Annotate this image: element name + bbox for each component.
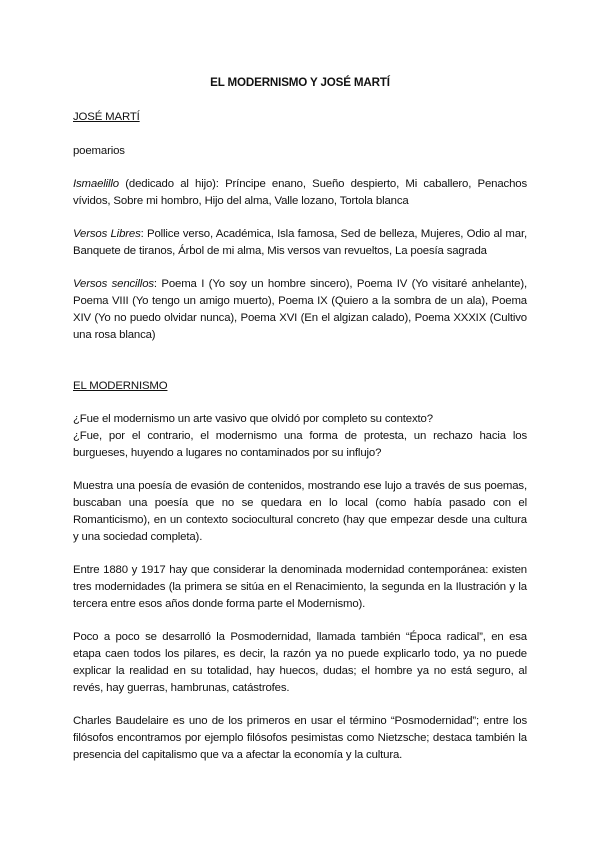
paragraph-baudelaire: Charles Baudelaire es uno de los primeros en usar el término “Posmodernidad”; entre los filósofos encontramos por ejemplo filósofos pesimistas como Nietzsche; destaca también la presencia del capitalismo que va a afectar la economía y la cultura. xyxy=(73,715,527,761)
ismaelillo-title: Ismaelillo xyxy=(73,178,119,190)
paragraph-versos-sencillos xyxy=(73,276,527,344)
question-1: ¿Fue el modernismo un arte vasivo que olvidó por completo su contexto? xyxy=(73,413,433,425)
document-title: EL MODERNISMO Y JOSÉ MARTÍ xyxy=(210,76,390,89)
poemarios-label: poemarios xyxy=(73,145,125,157)
ismaelillo-text: (dedicado al hijo): Príncipe enano, Sueño despierto, Mi caballero, Penachos vívidos, Sobre mi hombro, Hijo del alma, Valle lozano, Tortola blanca xyxy=(73,178,527,207)
paragraph-posmodernidad: Poco a poco se desarrolló la Posmodernidad, llamada también “Época radical”, en esa etapa caen todos los pilares, es decir, la razón ya no puede explicarlo todo, ya no puede explicar la realidad en su totalidad, hay huecos, dudas; el hombre ya no está seguro, al revés, hay guerras, hambrunas, catástrofes. xyxy=(73,631,527,694)
versos-sencillos-text: : Poema I (Yo soy un hombre sincero), Poema IV (Yo visitaré anhelante), Poema VIII (Yo tengo un amigo muerto), Poema IX (Quiero a la sombra de un ala), Poema XIV (Yo no puedo olvidar nunca), Poema XVI (En el algizan calado), Poema XXXIX (Cultivo una rosa blanca) xyxy=(73,278,527,341)
document-body xyxy=(73,74,527,764)
paragraph-versos-libres xyxy=(73,226,527,260)
versos-libres-text: : Pollice verso, Académica, Isla famosa, Sed de belleza, Mujeres, Odio al mar, Banquete de tiranos, Árbol de mi alma, Mis versos van revueltos, La poesía sagrada xyxy=(73,228,527,257)
section-heading-modernismo: EL MODERNISMO xyxy=(73,380,168,392)
paragraph-modernidad: Entre 1880 y 1917 hay que considerar la denominada modernidad contemporánea: existen tres modernidades (la primera se sitúa en el Renacimiento, la segunda en la Ilustración y la tercera entre esos años donde forma parte el Modernismo). xyxy=(73,564,527,610)
versos-sencillos-title: Versos sencillos xyxy=(73,278,154,290)
paragraph-ismaelillo xyxy=(73,176,527,210)
paragraph-evasion: Muestra una poesía de evasión de contenidos, mostrando ese lujo a través de sus poemas, buscaban una poesía que no se quedara en lo local (como había pasado con el Romanticismo), en un contexto sociocultural concreto (hay que empezar desde una cultura y una sociedad completa). xyxy=(73,480,527,543)
question-2: ¿Fue, por el contrario, el modernismo una forma de protesta, un rechazo hacia los burgueses, huyendo a lugares no contaminados por su influjo? xyxy=(73,430,527,459)
versos-libres-title: Versos Libres xyxy=(73,228,141,240)
section-heading-jose-marti: JOSÉ MARTÍ xyxy=(73,111,140,123)
